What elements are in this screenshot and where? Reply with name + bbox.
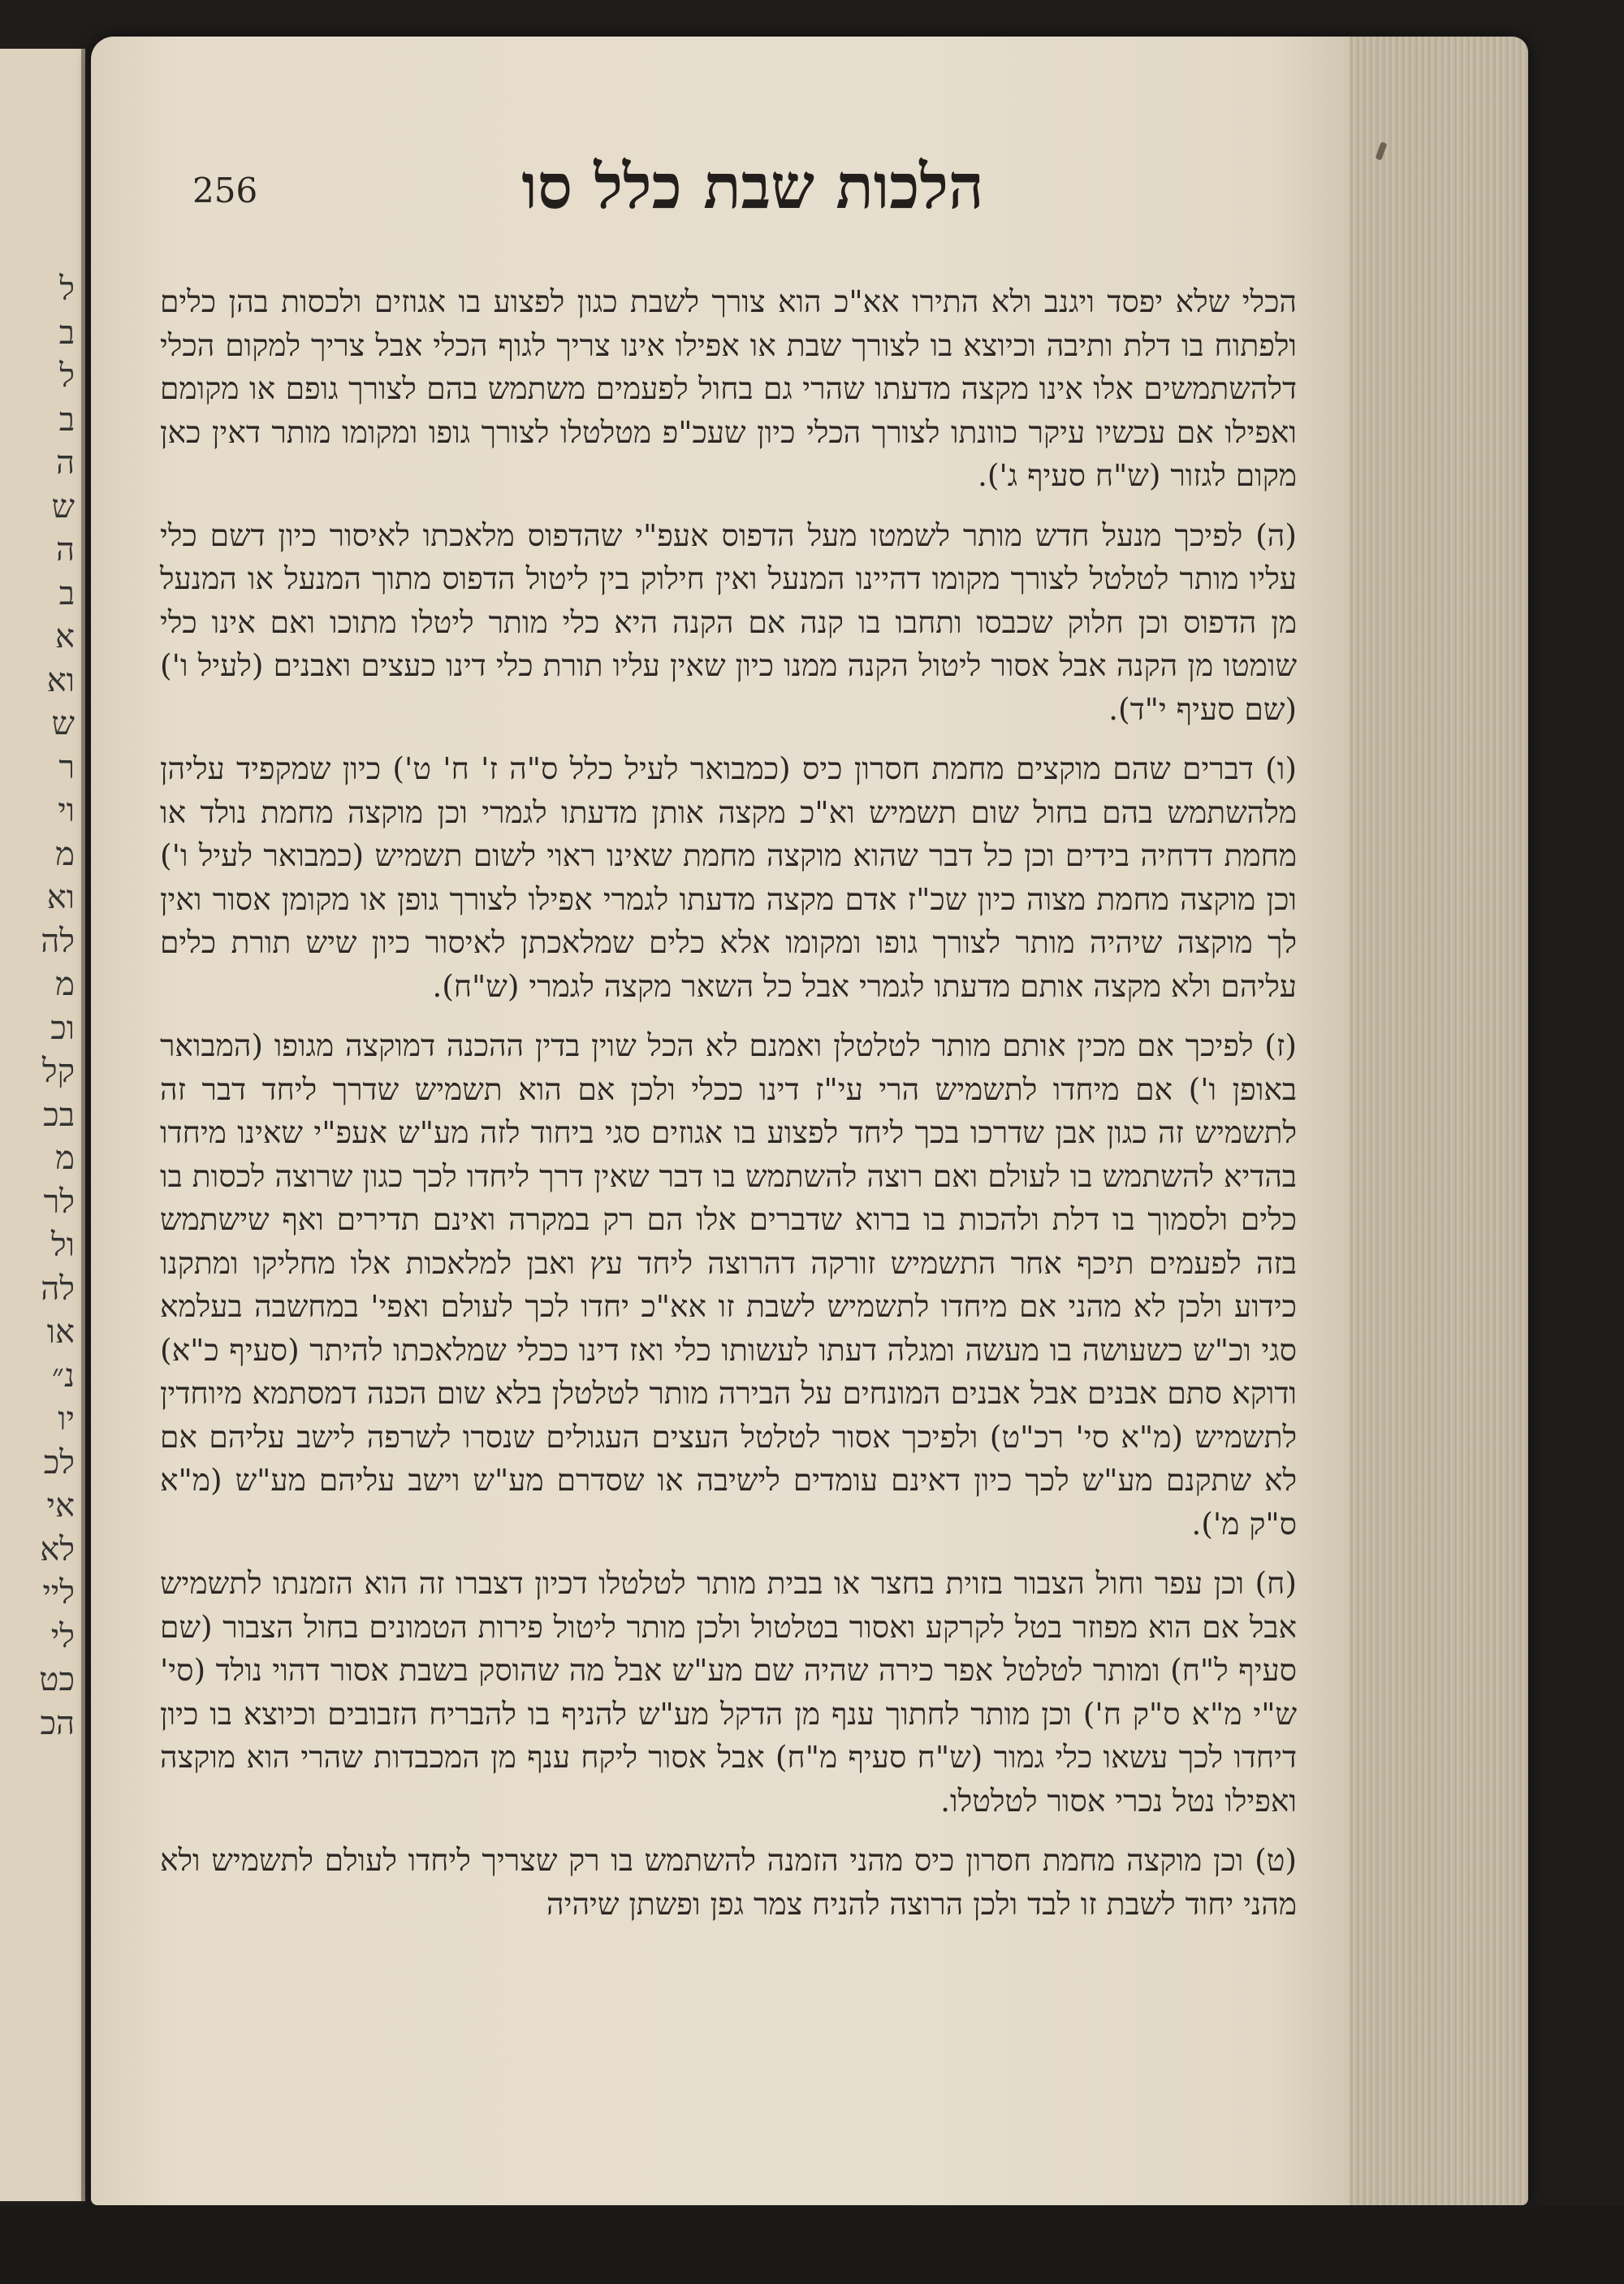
scan-background: [0, 2205, 1624, 2284]
fragment-line: ר: [58, 748, 75, 786]
fragment-line: נ״: [51, 1356, 75, 1395]
fragment-line: וכ: [50, 1009, 75, 1047]
fragment-line: לא: [40, 1530, 75, 1568]
running-head: [192, 150, 1313, 223]
page-fore-edge: [1350, 37, 1528, 2205]
page-number: 256: [192, 171, 258, 210]
paragraph-chet: (ח) וכן עפר וחול הצבור בזוית בחצר או בבית מותר לטלטלו דכיון דצברו זה הוא הזמנתו לתשמיש אבל אם הוא מפוזר בטל לקרקע ואסור בטלטול ולכן מותר ליטול פירות הטמונים בחול הצבור (שם סעיף ל"ח) ומותר לטלטל אפר כירה שהיה שם מע"ש אבל מה שהוסק בשבת אסור דהוי נולד (סי' ש"י מ"א ס"ק ח') וכן מותר לחתוך ענף מן הדקל מע"ש להניף בו להבריח הזבובים וכיוצא בו כיון דיחדו לכך עשאו כלי גמור (ש"ח סעיף מ"ח) אבל אסור ליקח ענף מן המכבדות שהרי הוא מוקצה ואפילו נטל נכרי אסור לטלטלו.: [160, 1565, 1297, 1819]
paragraph-zayin: (ז) לפיכך אם מכין אותם מותר לטלטלן ואמנם לא הכל שוין בדין ההכנה דמוקצה מגופו (המבואר באופן ו') אם מיחדו לתשמיש הרי עי"ז דינו ככלי ולכן אם הוא תשמיש שדרך ליחד דבר זה לתשמיש זה כגון אבן שדרכו בכך ליחד לפצוע בו אגוזים סגי ביחוד לזה מע"ש אעפ"י שאינו מיחדו בהדיא להשתמש בו לעולם ואם רוצה להשתמש בו דבר שאין דרך ליחדו לכך כגון שרוצה לכסות בו כלים ולסמוך בו דלת ולהכות בו ברוא שדברים אלו הם רק במקרה ואינם תדירים ואף שישתמש בזה לפעמים תיכף אחר התשמיש זורקה דהרוצה ליחד עץ ואבן למלאכות אלו מחליקו ומתקנו כידוע ולכן לא מהני אם מיחדו לתשמיש לשבת זו אא"כ יחדו לכך לעולם ואפי' במחשבה בעלמא סגי וכ"ש כשעושה בו מעשה ומגלה דעתו לעשותו כלי ואז דינו ככלי שמלאכתו להיתר (סעיף כ"א) ודוקא סתם אבנים אבל אבנים המונחים על הבירה מותר לטלטלן בלא שום הכנה דמסתמא מיוחדין לתשמיש (מ"א סי' רכ"ט) ולפיכך אסור לטלטל העצים העגולים שנסרו לשרפה לישב עליהם אם לא שתקנם מע"ש לכך כיון דאינם עומדים לישיבה או שסדרם מע"ש וישב עליהם מע"ש (מ"א ס"ק מ').: [160, 1027, 1297, 1542]
fragment-line: ב: [58, 314, 75, 352]
fragment-line: לה: [41, 1270, 75, 1308]
fragment-line: מ: [55, 966, 75, 1003]
fragment-line: וא: [46, 879, 75, 916]
fragment-line: לכ: [43, 1443, 75, 1482]
paragraph-tet: (ט) וכן מוקצה מחמת חסרון כיס מהני הזמנה להשתמש בו רק שצריך ליחדו לעולם לתשמיש ולא מהני יחוד לשבת זו לבד ולכן הרוצה להניח צמר גפן ופשתן שיהיה: [160, 1842, 1297, 1922]
paragraph-continuation: הכלי שלא יפסד ויגנב ולא התירו אא"כ הוא צורך לשבת כגון לפצוע בו אגוזים ולכסות בהן כלים ולפתוח בו דלת ותיבה וכיוצא בו לצורך שבת או אפילו אינו צריך לגוף הכלי אבל צריך למקום הכלי דלהשתמשים אלו אינו מקצה מדעתו שהרי גם בחול לפעמים משתמש בהם לצורך גופם או מקומם ואפילו אם עכשיו עיקר כוונתו לצורך הכלי כיון שעכ"פ מטלטלו לצורך גופו ומקומו מותר דאין כאן מקום לגזור (ש"ח סעיף ג').: [160, 283, 1297, 493]
fragment-line: וא: [46, 661, 75, 699]
fragment-line: ב: [58, 400, 75, 439]
fragment-line: ליי: [42, 1574, 75, 1611]
fragment-line: ש: [51, 705, 75, 742]
fragment-line: ול: [51, 1226, 75, 1264]
page-title: הלכות שבת כלל סו: [521, 150, 984, 223]
fragment-line: מ: [55, 835, 75, 873]
fragment-line: ל: [59, 357, 75, 395]
fragment-line: או: [46, 1313, 75, 1351]
fragment-line: ב: [58, 574, 75, 612]
book-page: [91, 37, 1528, 2205]
fragment-line: יו: [58, 1400, 75, 1438]
fragment-line: קל: [41, 1053, 75, 1090]
fragment-line: אי: [46, 1487, 75, 1525]
fragment-line: מ: [55, 1140, 75, 1177]
fragment-line: וי: [58, 792, 75, 829]
fragment-line: לר: [43, 1183, 75, 1221]
facing-page-text-fragments: [39, 268, 75, 1745]
fragment-line: ה: [55, 444, 75, 482]
fragment-line: ש: [51, 487, 75, 526]
facing-page: [0, 49, 85, 2201]
fragment-line: ל: [59, 270, 75, 308]
fragment-line: לה: [41, 922, 75, 960]
fragment-line: לי: [50, 1617, 75, 1655]
fragment-line: א: [54, 618, 75, 655]
paragraph-he: (ה) לפיכך מנעל חדש מותר לשמטו מעל הדפוס אעפ"י שהדפוס מלאכתו לאיסור כיון דשם כלי עליו מותר לטלטל לצורך מקומו דהיינו המנעל ואין חילוק בין ליטול הדפוס מתוך המנעל או המנעל מן הדפוס וכן חלוק שכבסו ותחבו בו קנה אם הקנה היא כלי מותר ליטלו מתוכו ואם אינו כלי שומטו מן הקנה אבל אסור ליטול הקנה ממנו כיון שאין עליו תורת כלי דינו כעצים ואבנים (לעיל ו') (שם סעיף י"ד).: [160, 517, 1297, 727]
fragment-line: בכ: [43, 1096, 75, 1134]
fragment-line: כט: [39, 1661, 75, 1698]
fragment-line: ה: [55, 531, 75, 569]
text-block: [160, 280, 1297, 1942]
fragment-line: הכ: [40, 1704, 75, 1742]
paragraph-vav: (ו) דברים שהם מוקצים מחמת חסרון כיס (כמבואר לעיל כלל ס"ה ז' ח' ט') כיון שמקפיד עליהן מלהשתמש בהם בחול שום תשמיש וא"כ מקצה אותן מדעתו לגמרי וכן מוקצה מחמת נולד או מחמת דדחיה בידים וכן כל דבר שהוא מוקצה מחמת שאינו ראוי לשום תשמיש (כמבואר לעיל ו') וכן מוקצה מחמת מצוה כיון שכ"ז אדם מקצה מדעתו לגמרי אפילו לצורך גופן או מקומן אסור ואין לך מוקצה שיהיה מותר לצורך גופו ומקומו אלא כלים שמלאכתן לאיסור כיון שיש תורת כלים עליהם ולא מקצה אותם מדעתו לגמרי אבל כל השאר מקצה לגמרי (ש"ח).: [160, 751, 1297, 1004]
